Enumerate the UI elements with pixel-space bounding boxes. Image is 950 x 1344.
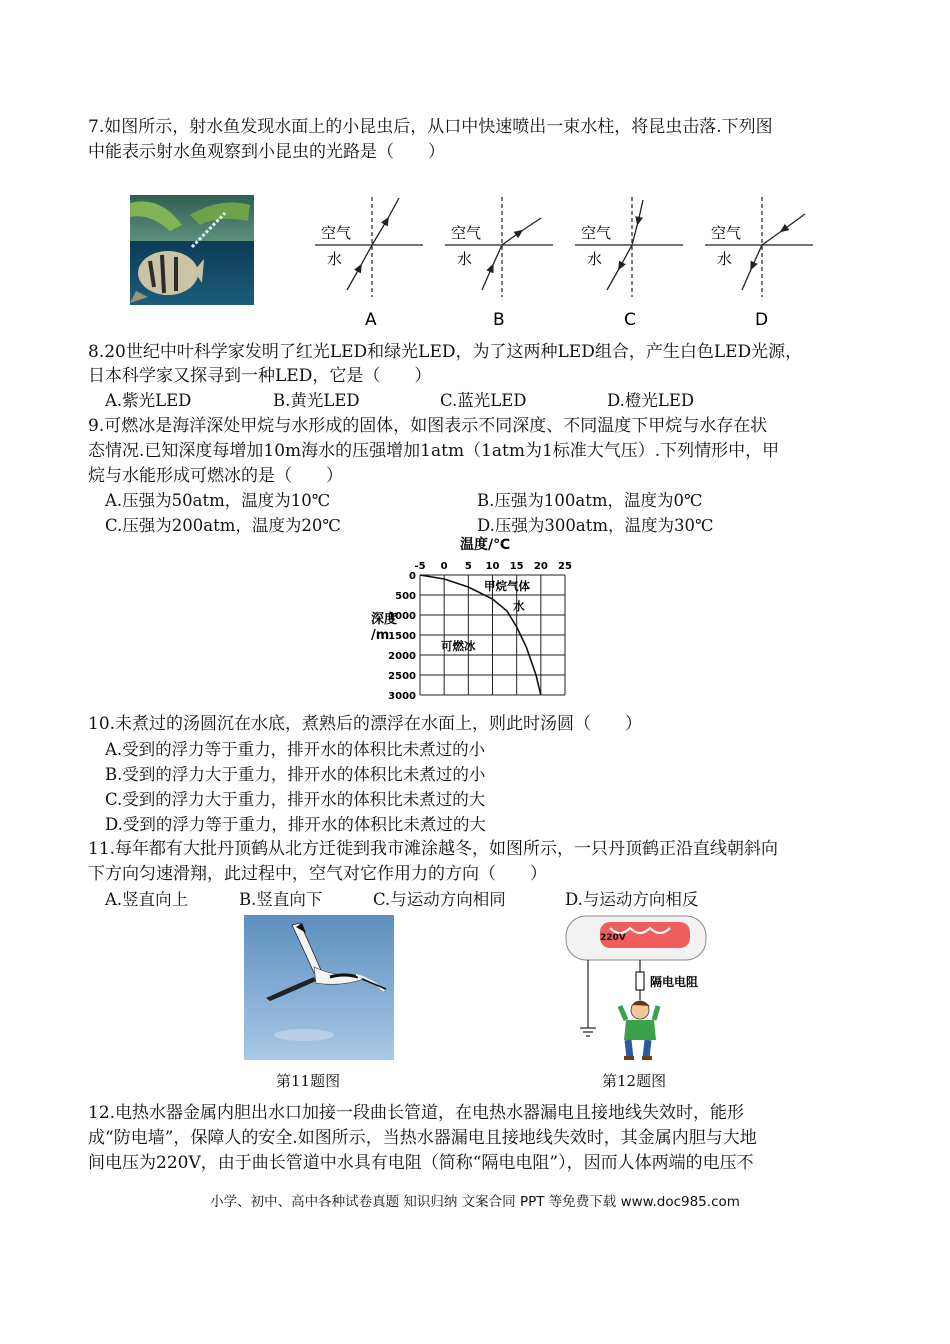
- air-label: 空气: [321, 224, 352, 242]
- crane-photo: [244, 915, 394, 1060]
- q10-option-d: D.受到的浮力等于重力，排开水的体积比未煮过的大: [105, 815, 486, 834]
- archer-fish-photo: [130, 195, 254, 305]
- voltage-label: 220V: [600, 933, 626, 943]
- q11-option-c: C.与运动方向相同: [373, 890, 506, 909]
- y-axis-label: 深度 /m: [371, 612, 398, 643]
- air-label: 空气: [581, 224, 612, 242]
- q8-option-d: D.橙光LED: [607, 391, 695, 410]
- q9-stem-line3: 烷与水能形成可燃冰的是（ ）: [88, 466, 343, 486]
- y-tick-label: 1500: [388, 631, 416, 642]
- x-tick-label: 0: [440, 561, 448, 572]
- q8-stem-line2: 日本科学家又探寻到一种LED，它是（ ）: [88, 366, 432, 386]
- q10-option-a: A.受到的浮力等于重力，排开水的体积比未煮过的小: [105, 740, 486, 759]
- x-tick-label: 5: [464, 561, 472, 572]
- ray-diagram-a: [315, 197, 423, 330]
- option-c-label: C: [624, 310, 636, 330]
- q7-stem-line2: 中能表示射水鱼观察到小昆虫的光路是（ ）: [88, 142, 445, 162]
- x-tick-label: 10: [485, 561, 500, 572]
- x-tick-label: -5: [414, 561, 426, 572]
- q11-caption: 第11题图: [276, 1072, 341, 1090]
- q8-option-a: A.紫光LED: [105, 391, 192, 410]
- q11-stem-line2: 下方向匀速滑翔，此过程中，空气对它作用力的方向（ ）: [88, 864, 547, 884]
- q12-stem-line3: 间电压为220V，由于曲长管道中水具有电阻（简称“隔电电阻”），因而人体两端的电压不: [88, 1153, 754, 1173]
- page-footer: 小学、初中、高中各种试卷真题 知识归纳 文案合同 PPT 等免费下载 www.doc985.com: [210, 1194, 740, 1210]
- water-label: 水: [587, 250, 603, 268]
- q8-option-b: B.黄光LED: [273, 391, 360, 410]
- q12-stem-line1: 12.电热水器金属内胆出水口加接一段曲长管道，在电热水器漏电且接地线失效时，能形: [88, 1103, 745, 1123]
- q9-stem-line1: 9.可燃冰是海洋深处甲烷与水形成的固体，如图表示不同深度、不同温度下甲烷与水存在状: [88, 416, 768, 436]
- option-a-label: A: [365, 310, 377, 330]
- x-tick-label: 20: [533, 561, 548, 572]
- q10-option-b: B.受到的浮力大于重力，排开水的体积比未煮过的小: [105, 765, 486, 784]
- resistor-label: 隔电电阻: [650, 975, 699, 989]
- air-label: 空气: [711, 224, 742, 242]
- q9-option-d: D.压强为300atm，温度为30℃: [477, 516, 714, 535]
- chart-title: 温度/℃: [459, 537, 511, 553]
- water-label: 水: [327, 250, 343, 268]
- region-label-combustible-ice: 可燃冰: [441, 639, 476, 653]
- ray-diagram-b: [445, 197, 553, 330]
- q9-option-c: C.压强为200atm，温度为20℃: [105, 516, 341, 535]
- y-tick-label: 500: [395, 591, 416, 602]
- y-tick-label: 0: [409, 571, 416, 582]
- q11-option-a: A.竖直向上: [105, 890, 189, 909]
- y-tick-label: 2000: [388, 651, 416, 662]
- q9-stem-line2: 态情况.已知深度每增加10m海水的压强增加1atm（1atm为1标准大气压）.下列情形中，甲: [88, 441, 780, 461]
- q8-stem-line1: 8.20世纪中叶科学家发明了红光LED和绿光LED，为了这两种LED组合，产生白色LED光源，: [88, 342, 803, 362]
- q11-stem-line1: 11.每年都有大批丹顶鹤从北方迁徙到我市滩涂越冬，如图所示，一只丹顶鹤正沿直线朝斜向: [88, 839, 779, 859]
- ray-diagrams: [305, 192, 825, 332]
- ray-diagram-c: [575, 197, 683, 330]
- q9-option-a: A.压强为50atm，温度为10℃: [105, 491, 331, 510]
- y-tick-label: 2500: [388, 671, 416, 682]
- air-label: 空气: [451, 224, 482, 242]
- q10-stem: 10.未煮过的汤圆沉在水底，煮熟后的漂浮在水面上，则此时汤圆（ ）: [88, 714, 643, 734]
- phase-chart: [365, 535, 590, 703]
- q7-stem-line1: 7.如图所示，射水鱼发现水面上的小昆虫后，从口中快速喷出一束水柱，将昆虫击落.下列图: [88, 117, 773, 137]
- x-tick-label: 15: [509, 561, 524, 572]
- q8-option-c: C.蓝光LED: [440, 391, 527, 410]
- q11-option-d: D.与运动方向相反: [565, 890, 699, 909]
- region-label-water: 水: [513, 599, 525, 613]
- y-tick-label: 1000: [388, 611, 416, 622]
- q9-option-b: B.压强为100atm，温度为0℃: [477, 491, 703, 510]
- ray-diagram-d: [705, 197, 813, 330]
- option-d-label: D: [755, 310, 769, 330]
- q10-option-c: C.受到的浮力大于重力，排开水的体积比未煮过的大: [105, 790, 486, 809]
- region-label-methane-gas: 甲烷气体: [484, 579, 530, 593]
- q12-stem-line2: 成“防电墙”，保障人的安全.如图所示，当热水器漏电且接地线失效时，其金属内胆与大地: [88, 1128, 757, 1148]
- x-tick-label: 25: [558, 561, 572, 572]
- water-label: 水: [457, 250, 473, 268]
- q12-caption: 第12题图: [602, 1072, 667, 1090]
- water-heater-diagram: [560, 910, 715, 1062]
- option-b-label: B: [493, 310, 505, 330]
- q11-option-b: B.竖直向下: [239, 890, 323, 909]
- y-tick-label: 3000: [388, 691, 416, 702]
- water-label: 水: [717, 250, 733, 268]
